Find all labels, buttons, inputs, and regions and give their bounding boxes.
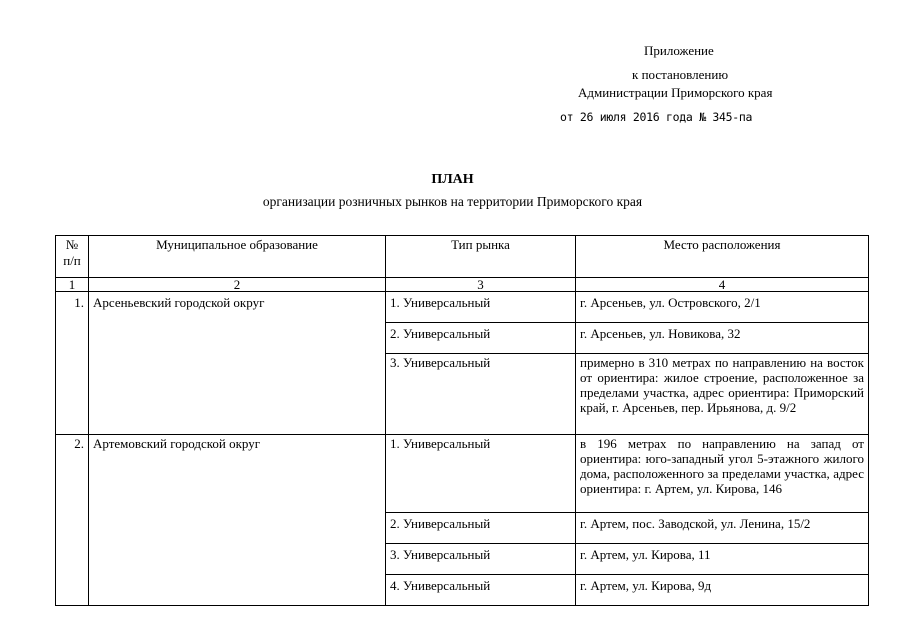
column-number: 2 [89,278,386,292]
annex-line-1: Приложение [644,43,714,58]
header-municipality: Муниципальное образование [89,236,386,278]
row-number: 2. [56,435,89,606]
municipality-name: Арсеньевский городской округ [89,292,386,435]
market-location: г. Арсеньев, ул. Новикова, 32 [576,323,869,354]
table-header-row [56,236,869,278]
annex-line-4-date: от 26 июля 2016 года № 345-па [560,110,753,124]
market-location: в 196 метрах по направлению на запад от ориентира: юго-западный угол 5-этажного жилого дома, расположенного за пределами участка, адрес ориентира: г. Артем, ул. Кирова, 146 [576,435,869,513]
market-location: г. Артем, ул. Кирова, 9д [576,575,869,606]
header-num: № п/п [56,236,89,278]
table-row [56,292,869,323]
market-type: 1. Универсальный [386,292,576,323]
markets-table [55,235,869,606]
column-number: 1 [56,278,89,292]
table-row [56,435,869,513]
column-numbers-row [56,278,869,292]
row-number: 1. [56,292,89,435]
header-type: Тип рынка [386,236,576,278]
market-type: 4. Универсальный [386,575,576,606]
document-title: ПЛАН [431,172,474,187]
municipality-name: Артемовский городской округ [89,435,386,606]
annex-line-2: к постановлению [632,67,729,82]
market-location: г. Артем, пос. Заводской, ул. Ленина, 15/2 [576,513,869,544]
market-location: г. Артем, ул. Кирова, 11 [576,544,869,575]
header-location: Место расположения [576,236,869,278]
market-type: 3. Универсальный [386,354,576,435]
market-type: 2. Универсальный [386,513,576,544]
market-type: 1. Универсальный [386,435,576,513]
market-type: 3. Универсальный [386,544,576,575]
market-location: г. Арсеньев, ул. Островского, 2/1 [576,292,869,323]
market-location: примерно в 310 метрах по направлению на восток от ориентира: жилое строение, расположенное за пределами участка, адрес ориентира: Приморский край, г. Арсеньев, пер. Ирьянова, д. 9/2 [576,354,869,435]
column-number: 4 [576,278,869,292]
document-subtitle: организации розничных рынков на территории Приморского края [262,194,643,209]
market-type: 2. Универсальный [386,323,576,354]
annex-line-3: Администрации Приморского края [578,85,773,100]
column-number: 3 [386,278,576,292]
